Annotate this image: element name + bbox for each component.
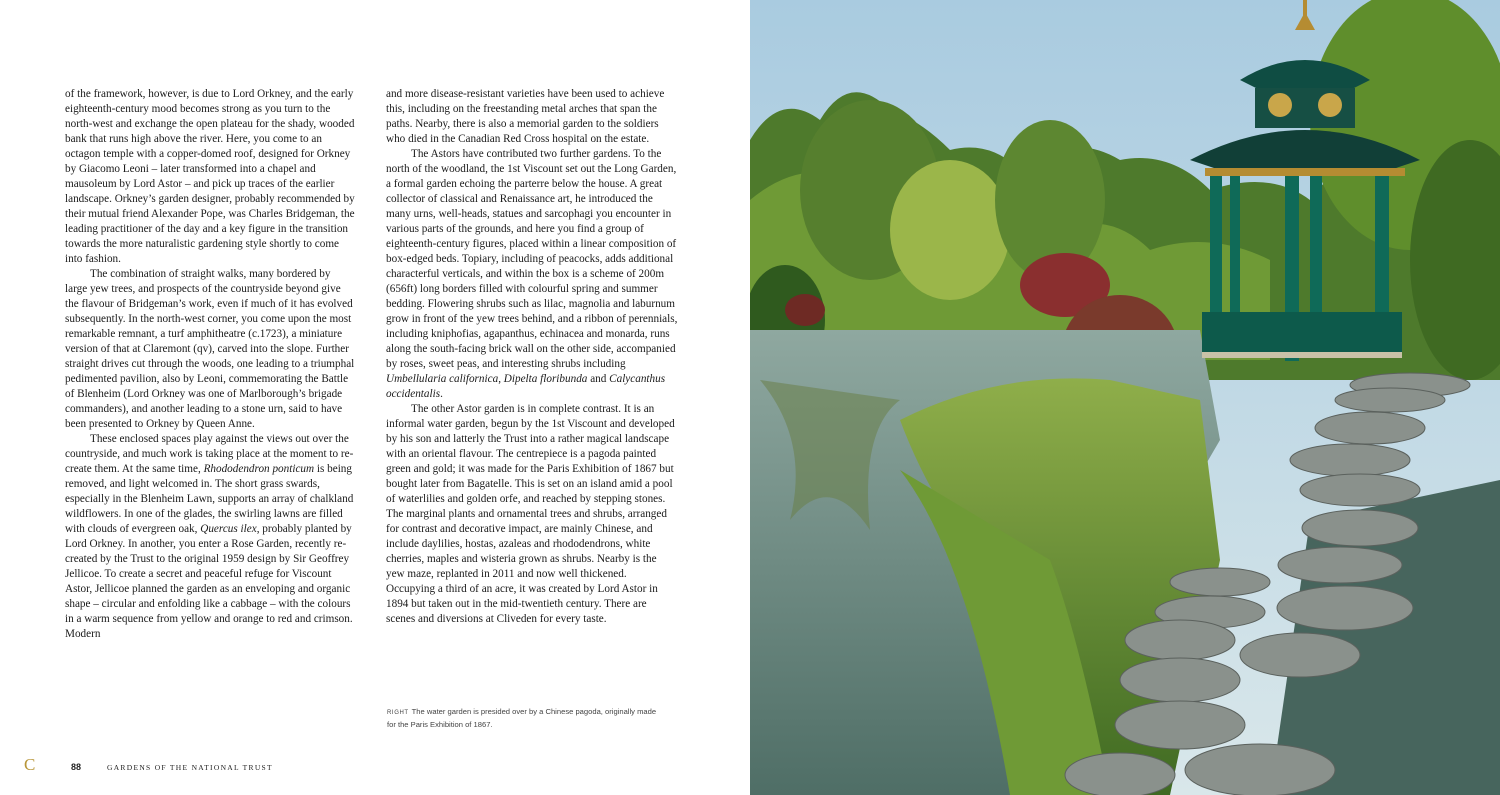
paragraph: and more disease-resistant varieties have been used to achieve this, including on the freestanding metal arches that span the paths. Nearby, there is also a memorial garden to the soldiers who died in the Canadian Red Cross hospital on the estate. (386, 88, 665, 145)
photo-caption (387, 706, 667, 730)
paragraph: The combination of straight walks, many bordered by large yew trees, and prospects of the countryside beyond give the flavour of Bridgeman’s work, even if much of it has evolved subsequently. In the north-west corner, you come upon the most remarkable remnant, a turf amphitheatre (c.1723), a miniature version of that at Claremont (qv), carved into the slope. Further straight drives cut through the woods, one leading to a triumphal pedimented pavilion, also by Leoni, commemorating the Battle of Blenheim (Lord Orkney was one of Marlborough’s brigade commanders), and another leading to a stone urn, said to have been presented to Orkney by Queen Anne. (65, 268, 355, 430)
text-run: is being removed, and light welcomed in. The short grass swards, especially in the Blenheim Lawn, supports an array of chalkland wildflowers. In one of the glades, the swirling lawns are filled with clouds of evergreen oak, (65, 463, 354, 535)
italic-plant-name: Calycanthus occidentalis (386, 373, 666, 400)
chapter-letter: C (24, 755, 36, 774)
paragraph (386, 147, 678, 402)
running-title: GARDENS OF THE NATIONAL TRUST (107, 763, 273, 772)
text-run: , probably planted by Lord Orkney. In another, you enter a Rose Garden, recently re-created by the Trust to the original 1959 design by Sir Geoffrey Jellicoe. To create a secret and peaceful refuge for Viscount Astor, Jellicoe planned the garden as an enveloping and organic shape – circular and enfolding like a cabbage – with the colours in a warm sequence from yellow and orange to red and crimson. Modern (65, 523, 353, 640)
text-column-2 (386, 87, 678, 627)
photo-illustration (750, 0, 1500, 795)
paragraph: of the framework, however, is due to Lord Orkney, and the early eighteenth-century mood becomes strong as you turn to the north-west and exchange the open plateau for the shady, wooded bank that runs high above the river. Here, you come to an octagon temple with a copper-domed roof, designed for Orkney by Giacomo Leoni – later transformed into a chapel and mausoleum by Lord Astor – and pick up traces of the earlier landscape. Orkney’s garden designer, probably recommended by their mutual friend Alexander Pope, was Charles Bridgeman, the leading practitioner of the day and a key figure in the transition towards the more naturalistic gardening style shortly to come into fashion. (65, 88, 355, 265)
text-run: and (587, 373, 610, 385)
italic-plant-name: Rhododendron ponticum (203, 463, 315, 475)
caption-text: The water garden is presided over by a Chinese pagoda, originally made for the Paris Exhibition of 1867. (387, 707, 657, 729)
italic-plant-name: Dipelta floribunda (503, 373, 588, 385)
page-number: 88 (71, 762, 82, 772)
text-column-1 (65, 87, 355, 642)
caption-label: RIGHT (387, 710, 409, 716)
italic-plant-name: Umbellularia californica (386, 373, 499, 385)
text-run: . (440, 388, 443, 400)
water-garden-pagoda-photo (750, 0, 1500, 795)
paragraph: The other Astor garden is in complete contrast. It is an informal water garden, begun by the 1st Viscount and developed by his son and latterly the Trust into a rather magical landscape with an oriental flavour. The centrepiece is a pagoda painted green and gold; it was made for the Paris Exhibition of 1867 but bought later from Bagatelle. This is set on an island amid a pool of waterlilies and golden orfe, and reached by stepping stones. The marginal plants and ornamental trees and shrubs, arranged for contrast and decorative impact, are mainly Chinese, and include daylilies, hostas, azaleas and rhododendrons, white cherries, maples and wisteria grown as shrubs. Nearby is the yew maze, replanted in 2011 and now well thickened. Occupying a third of an acre, it was created by Lord Astor in 1894 but taken out in the mid-twentieth century. There are scenes and diversions at Cliveden for every taste. (386, 403, 675, 625)
text-run: The Astors have contributed two further gardens. To the north of the woodland, the 1st Viscount set out the Long Garden, a formal garden echoing the parterre below the house. A great collector of classical and Renaissance art, he introduced the many urns, well-heads, statues and sarcophagi you encounter in various parts of the grounds, and here you find a group of eighteenth-century figures, placed within a linear composition of box-edged beds. Topiary, including of peacocks, adds additional characterful verticals, and within the box is a scheme of 200m (656ft) long borders filled with colourful spring and summer bedding. Flowering shrubs such as lilac, magnolia and laburnum grow in front of the yew trees behind, and a ribbon of perennials, including kniphofias, agapanthus, echinacea and monarda, runs along the south-facing brick wall on the other side, accompanied by roses, sweet peas, and interesting shrubs including (386, 148, 678, 370)
paragraph (65, 432, 355, 642)
italic-plant-name: Quercus ilex (200, 523, 257, 535)
text-run: , (498, 373, 504, 385)
text-run: These enclosed spaces play against the views out over the countryside, and much work is taking place at the moment to re-create them. At the same time, (65, 433, 354, 475)
